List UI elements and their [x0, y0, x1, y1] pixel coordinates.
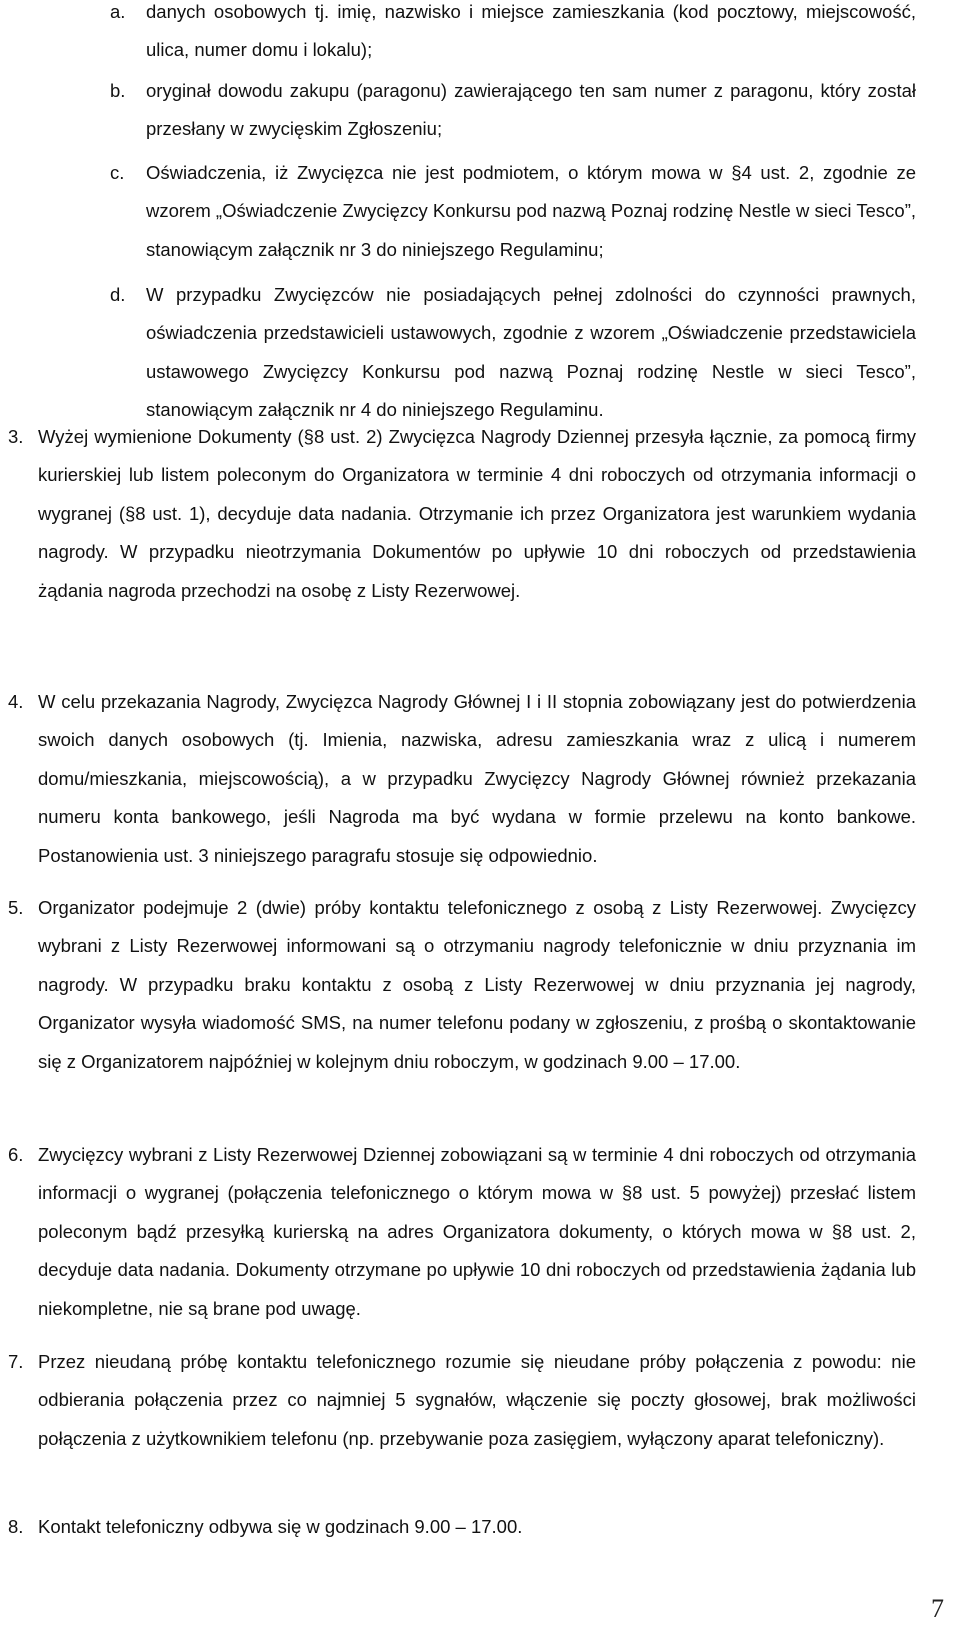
point-text: Kontakt telefoniczny odbywa się w godzinach 9.00 – 17.00. — [38, 1516, 523, 1537]
numbered-point-6 — [8, 1136, 916, 1328]
point-text: Organizator podejmuje 2 (dwie) próby kontaktu telefonicznego z osobą z Listy Rezerwowej. Zwycięzcy wybrani z Listy Rezerwowej informowani są o otrzymaniu nagrody telefonicznie w dniu przyznania im nagrody. W przypadku braku kontaktu z osobą z Listy Rezerwowej w dniu przyznania jej nagrody, Organizator wysyła wiadomość SMS, na numer telefonu podany w zgłoszeniu, z prośbą o skontaktowanie się z Organizatorem najpóźniej w kolejnym dniu roboczym, w godzinach 9.00 – 17.00. — [38, 897, 916, 1072]
list-marker: b. — [110, 80, 126, 101]
list-item-d — [110, 276, 916, 430]
point-number: 5. — [8, 897, 24, 918]
list-item-a — [110, 0, 916, 70]
point-text: W celu przekazania Nagrody, Zwycięzca Nagrody Głównej I i II stopnia zobowiązany jest do potwierdzenia swoich danych osobowych (tj. Imienia, nazwiska, adresu zamieszkania wraz z ulicą i numerem domu/mieszkania, miejscowością), a w przypadku Zwycięzcy Nagrody Głównej również przekazania numeru konta bankowego, jeśli Nagroda ma być wydana w formie przelewu na konto bankowe. Postanowienia ust. 3 niniejszego paragrafu stosuje się odpowiednio. — [38, 691, 916, 866]
list-item-text: danych osobowych tj. imię, nazwisko i miejsce zamieszkania (kod pocztowy, miejscowość, ulica, numer domu i lokalu); — [146, 1, 916, 61]
point-number: 7. — [8, 1351, 24, 1372]
list-item-text: oryginał dowodu zakupu (paragonu) zawierającego ten sam numer z paragonu, który został przesłany w zwycięskim Zgłoszeniu; — [146, 80, 916, 140]
point-text: Wyżej wymienione Dokumenty (§8 ust. 2) Zwycięzca Nagrody Dziennej przesyła łącznie, za pomocą firmy kurierskiej lub listem poleconym do Organizatora w terminie 4 dni roboczych od otrzymania informacji o wygranej (§8 ust. 1), decyduje data nadania. Otrzymanie ich przez Organizatora jest warunkiem wydania nagrody. W przypadku nieotrzymania Dokumentów po upływie 10 dni roboczych od przedstawienia żądania nagroda przechodzi na osobę z Listy Rezerwowej. — [38, 426, 916, 601]
list-marker: c. — [110, 162, 125, 183]
list-item-b — [110, 72, 916, 149]
list-item-text: W przypadku Zwycięzców nie posiadających pełnej zdolności do czynności prawnych, oświadczenia przedstawicieli ustawowych, zgodnie z wzorem „Oświadczenie przedstawiciela ustawowego Zwycięzcy Konkursu pod nazwą Poznaj rodzinę Nestle w sieci Tesco”, stanowiącym załącznik nr 4 do niniejszego Regulaminu. — [146, 284, 916, 421]
numbered-point-7 — [8, 1343, 916, 1458]
list-item-c — [110, 154, 916, 269]
list-marker: d. — [110, 284, 126, 305]
list-item-text: Oświadczenia, iż Zwycięzca nie jest podmiotem, o którym mowa w §4 ust. 2, zgodnie ze wzorem „Oświadczenie Zwycięzcy Konkursu pod nazwą Poznaj rodzinę Nestle w sieci Tesco”, stanowiącym załącznik nr 3 do niniejszego Regulaminu; — [146, 162, 916, 260]
point-number: 3. — [8, 426, 24, 447]
point-number: 4. — [8, 691, 24, 712]
point-number: 6. — [8, 1144, 24, 1165]
numbered-point-3 — [8, 418, 916, 610]
numbered-point-4 — [8, 683, 916, 875]
point-text: Zwycięzcy wybrani z Listy Rezerwowej Dziennej zobowiązani są w terminie 4 dni roboczych od otrzymania informacji o wygranej (połączenia telefonicznego o którym mowa w §8 ust. 5 powyżej) przesłać listem poleconym bądź przesyłką kurierską na adres Organizatora dokumenty, o których mowa w §8 ust. 2, decyduje data nadania. Dokumenty otrzymane po upływie 10 dni roboczych od przedstawienia żądania lub niekompletne, nie są brane pod uwagę. — [38, 1144, 916, 1319]
numbered-point-8 — [8, 1508, 916, 1546]
numbered-point-5 — [8, 889, 916, 1081]
page-number: 7 — [931, 1594, 944, 1623]
list-marker: a. — [110, 1, 126, 22]
point-text: Przez nieudaną próbę kontaktu telefonicznego rozumie się nieudane próby połączenia z powodu: nie odbierania połączenia przez co najmniej 5 sygnałów, włączenie się poczty głosowej, brak możliwości połączenia z użytkownikiem telefonu (np. przebywanie poza zasięgiem, wyłączony aparat telefoniczny). — [38, 1351, 916, 1449]
point-number: 8. — [8, 1516, 24, 1537]
